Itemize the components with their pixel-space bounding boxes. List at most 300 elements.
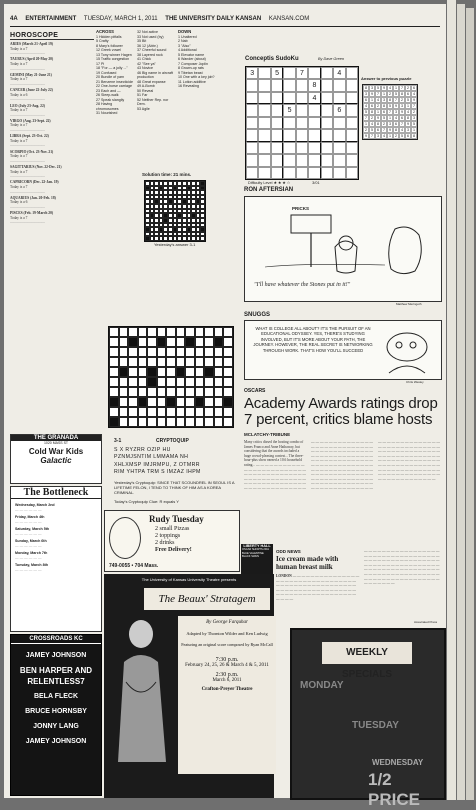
sudoku-cell[interactable]: 4: [308, 92, 320, 104]
grid-cell: [128, 357, 138, 367]
crossroads-act: BRUCE HORNSBY: [25, 708, 87, 715]
page-header: [10, 12, 440, 27]
across-clue: 12 Greek vowel: [96, 48, 121, 52]
answer-cell: 8: [401, 92, 403, 96]
across-list-b: [137, 30, 176, 111]
bottleneck-show-date: Monday, March 7th: [15, 551, 48, 555]
grid-cell: [157, 397, 167, 407]
odd-news-text: — — — — — — — — — — — — — — — — — — — — — — — — — — — — — — — — — — — — — — — — — — — — — — — — — — — — — — — — — — — — — — — — — — — — — — — — — — — — — — — — — — — — — — — — — — —: [276, 574, 360, 601]
answer-cell: 5: [371, 128, 373, 132]
paper-name: THE UNIVERSITY DAILY KANSAN: [165, 16, 262, 22]
sudoku-cell[interactable]: [308, 167, 320, 179]
answer-cell: 3: [401, 104, 403, 108]
answer-cell: 4: [413, 92, 415, 96]
sudoku-cell[interactable]: 5: [283, 104, 295, 116]
sudoku-cell[interactable]: 8: [308, 79, 320, 91]
sudoku-cell[interactable]: [296, 117, 308, 129]
sudoku-cell[interactable]: [308, 67, 320, 79]
across-clue: 5 Crafty: [96, 39, 109, 43]
grid-cell: [200, 236, 205, 241]
sudoku-cell[interactable]: [346, 117, 358, 129]
grid-cell: [128, 387, 138, 397]
play-time-2: 2:30 p.m.: [215, 672, 239, 678]
difficulty-label: Difficulty Level: [248, 181, 273, 185]
answer-cell: 8: [389, 98, 391, 102]
grid-cell: [214, 387, 224, 397]
grid-cell: [109, 337, 119, 347]
snuggs-panel: [244, 320, 442, 380]
across-clue: 46 Big name in aircraft production: [137, 70, 173, 79]
answer-cell: 2: [407, 86, 409, 90]
grid-cell: [138, 397, 148, 407]
sudoku-cell[interactable]: [321, 167, 333, 179]
sudoku-cell[interactable]: [258, 154, 270, 166]
rudys-logo: [109, 517, 141, 559]
horoscope-sign: [10, 180, 94, 194]
sudoku-cell[interactable]: [283, 117, 295, 129]
sudoku-cell[interactable]: 6: [333, 104, 345, 116]
grid-cell: [157, 407, 167, 417]
sign-text-lines: — — — — — — — — — —: [10, 143, 45, 148]
horoscope-sign: [10, 57, 94, 71]
sudoku-cell[interactable]: [271, 92, 283, 104]
sudoku-cell[interactable]: [321, 142, 333, 154]
grid-cell: [157, 387, 167, 397]
answer-date: 3-1: [189, 242, 196, 247]
sudoku-cell[interactable]: [296, 167, 308, 179]
answer-cell: 4: [383, 134, 385, 138]
sudoku-cell[interactable]: [346, 92, 358, 104]
answer-cell: 6: [383, 110, 385, 114]
sudoku-cell[interactable]: [321, 117, 333, 129]
sudoku-cell[interactable]: [296, 154, 308, 166]
yesterday-answer-label: [154, 242, 195, 247]
grid-cell: [128, 397, 138, 407]
grid-cell: [109, 347, 119, 357]
horoscope-sign: [10, 196, 94, 210]
sudoku-cell[interactable]: [283, 129, 295, 141]
weekly-specials-ad[interactable]: [290, 628, 446, 809]
bottleneck-show-lines: — — — — — —: [15, 520, 42, 524]
rudys-address: 704 Mass.: [134, 563, 159, 569]
sign-rating: Today is a 7: [10, 108, 28, 113]
answer-cell: 3: [407, 128, 409, 132]
comic-title: RON AFTERSIAN: [244, 187, 294, 193]
site-name: KANSAN.COM: [268, 16, 310, 22]
bottleneck-show-date: Tuesday, March 8th: [15, 563, 49, 567]
bottleneck-show-lines: — — — — — —: [15, 508, 42, 512]
down-clue: 10 One with a key job?: [178, 75, 215, 79]
answer-cell: 8: [395, 128, 397, 132]
answer-cell: 6: [365, 98, 367, 102]
sudoku-cell[interactable]: [333, 154, 345, 166]
play-time-1: 7:30 p.m.: [215, 657, 239, 663]
grid-cell: [128, 337, 138, 347]
rudys-title: Rudy Tuesday: [149, 514, 204, 524]
sudoku-cell[interactable]: [258, 117, 270, 129]
sudoku-cell[interactable]: [283, 154, 295, 166]
horoscope-sign: [10, 73, 94, 87]
grid-cell: [128, 327, 138, 337]
sudoku-cell[interactable]: [258, 67, 270, 79]
sudoku-cell[interactable]: [283, 92, 295, 104]
snuggs-title: SNUGGS: [244, 312, 271, 318]
grid-cell: [138, 367, 148, 377]
sudoku-cell[interactable]: [271, 142, 283, 154]
odd-news-text-cont: — — — — — — — — — — — — — — — — — — — — — — — — — — — — — — — — — — — — — — — — — — — — — — — — — — — — — — — — — — — — — — — — — — — — — — — — — — — — — — — — — — — — — — — — — — — — — — — — — — — — — — — — — — — — — — — — — — — — — — — — — — — — — —: [364, 549, 440, 586]
sign-rating: Today is a 7: [10, 77, 28, 82]
cryptoquip-date: 3-1: [114, 438, 122, 444]
sudoku-cell[interactable]: [321, 79, 333, 91]
sudoku-cell[interactable]: [271, 104, 283, 116]
answer-cell: 2: [377, 104, 379, 108]
sudoku-cell[interactable]: [321, 104, 333, 116]
sudoku-cell[interactable]: [246, 92, 258, 104]
sudoku-cell[interactable]: [346, 154, 358, 166]
sign-name: CANCER (June 22-July 22): [10, 88, 53, 93]
answer-cell: 5: [383, 116, 385, 120]
snuggs-credit: Chris Wesley: [406, 380, 424, 384]
article-body-text: Many critics dissed the hosting combo of James Franco and Anne Hathaway, but considering that the awards included a huge crowd-pleasing contest... The three-hour-plus show earned a 10.6 household rating...: [244, 440, 304, 467]
answer-cell: 9: [395, 104, 397, 108]
liberty-hall-ad[interactable]: [241, 544, 273, 574]
play-title: The Beaux' Stratagem: [144, 588, 270, 610]
sudoku-cell[interactable]: 4: [333, 67, 345, 79]
play-dates-1: February 24, 25, 26 & March 4 & 5, 2011: [185, 663, 269, 668]
grid-cell: [157, 327, 167, 337]
bottleneck-show-date: Saturday, March 5th: [15, 527, 50, 531]
answer-cell: 3: [365, 92, 367, 96]
sudoku-cell[interactable]: [308, 129, 320, 141]
sudoku-cell[interactable]: [258, 142, 270, 154]
sudoku-cell[interactable]: [346, 167, 358, 179]
sudoku-cell[interactable]: [246, 142, 258, 154]
grid-cell: [204, 357, 214, 367]
bottleneck-show-lines: — — — — — —: [15, 544, 42, 548]
solution-time: Solution time: 21 mins.: [142, 172, 192, 177]
sudoku-cell[interactable]: [321, 92, 333, 104]
sudoku-cell[interactable]: [333, 92, 345, 104]
across-clue: 43 Novice: [137, 66, 153, 70]
grid-cell: [138, 327, 148, 337]
grid-cell: [119, 347, 129, 357]
sudoku-cell[interactable]: [333, 79, 345, 91]
sudoku-cell[interactable]: [308, 117, 320, 129]
play-ad[interactable]: [104, 574, 274, 798]
sudoku-cell[interactable]: [271, 129, 283, 141]
down-clue: 4 Additional: [178, 48, 197, 52]
across-clue: 27 Speak slangily: [96, 97, 125, 102]
down-clue: 6 Wander (about): [178, 57, 206, 61]
paper-stack-edge: [457, 4, 465, 800]
specials-day-1: MONDAY: [300, 680, 344, 691]
answer-cell: 8: [407, 116, 409, 120]
bottleneck-show-lines: — — — — — —: [15, 532, 42, 536]
sudoku-cell[interactable]: [246, 129, 258, 141]
sudoku-cell[interactable]: [308, 154, 320, 166]
grid-cell: [223, 377, 233, 387]
sudoku-cell[interactable]: [321, 154, 333, 166]
sign-rating: Today is a 7: [10, 184, 28, 189]
across-clue: 41 Chick: [137, 57, 151, 61]
sudoku-cell[interactable]: [296, 129, 308, 141]
rudys-ad[interactable]: [104, 510, 240, 572]
answer-cell: 7: [395, 98, 397, 102]
grid-cell: [176, 397, 186, 407]
sudoku-cell[interactable]: [271, 117, 283, 129]
sudoku-difficulty: Difficulty Level ★★★☆ 3/01: [248, 181, 320, 185]
grid-cell: [147, 367, 157, 377]
sudoku-grid[interactable]: [245, 66, 359, 180]
grid-cell: [204, 397, 214, 407]
rudys-phone: 749-0055: [109, 563, 131, 569]
bottleneck-show-lines: — — — — — —: [15, 568, 42, 572]
sudoku-cell[interactable]: [271, 154, 283, 166]
odd-news-headline: Ice cream made with human breast milk: [276, 555, 339, 571]
sudoku-cell[interactable]: [258, 79, 270, 91]
grid-cell: [223, 387, 233, 397]
across-clues: [96, 30, 135, 116]
grid-cell: [147, 407, 157, 417]
play-dates-2: March 6, 2011: [212, 678, 242, 683]
grid-cell: [119, 377, 129, 387]
down-clue: 16 Revealing: [178, 84, 199, 88]
sudoku-cell[interactable]: [346, 129, 358, 141]
sudoku-cell[interactable]: [333, 167, 345, 179]
sudoku-cell[interactable]: [283, 167, 295, 179]
sign-text-lines: — — — — — — — — — —: [10, 97, 45, 102]
down-clue: 1 Unaltered: [178, 34, 197, 39]
rudys-deal-2: 2 toppings: [155, 533, 181, 539]
answer-cell: 6: [407, 92, 409, 96]
play-illustration: [108, 612, 174, 762]
across-clue: 53 Agile: [137, 106, 150, 111]
grid-cell: [109, 397, 119, 407]
sudoku-cell[interactable]: [296, 104, 308, 116]
horoscope-sign: [10, 134, 94, 148]
odd-news-body-cont: [364, 549, 442, 619]
sign-rating: Today is a 7: [10, 169, 28, 174]
across-clue: 23 Each and —: [96, 88, 121, 93]
sign-text-lines: — — — — — — — — — —: [10, 204, 45, 209]
answer-cell: 1: [413, 128, 415, 132]
grid-cell: [157, 417, 167, 427]
across-clue: 13 Tony winner Hagen: [96, 52, 132, 57]
answer-cell: 4: [365, 104, 367, 108]
sign-rating: Today is a 7: [10, 123, 28, 128]
sudoku-cell[interactable]: 7: [296, 67, 308, 79]
down-clue: 8 Grown-up rats: [178, 66, 204, 70]
sign-text-lines: — — — — — — — — — —: [10, 189, 45, 194]
sudoku-cell[interactable]: [246, 117, 258, 129]
answer-cell: 5: [377, 86, 379, 90]
grid-cell: [138, 377, 148, 387]
sudoku-cell[interactable]: [283, 142, 295, 154]
answer-cell: 1: [377, 110, 379, 114]
sudoku-cell[interactable]: [321, 67, 333, 79]
across-clue: 17 Pi: [96, 61, 105, 66]
sudoku-cell[interactable]: [258, 129, 270, 141]
answer-cell: 1: [365, 122, 367, 126]
granada-ad[interactable]: [10, 434, 102, 484]
sign-rating: Today is a 6: [10, 200, 28, 205]
across-clue: 33 Not used (by): [137, 34, 164, 39]
sign-name: LIBRA (Sept. 23-Oct. 22): [10, 134, 49, 139]
sudoku-title: Conceptis SudoKu: [245, 56, 299, 62]
sudoku-cell[interactable]: [271, 167, 283, 179]
sign-text-lines: — — — — — — — — — —: [10, 220, 45, 225]
sign-text-lines: — — — — — — — — — —: [10, 51, 45, 56]
grid-cell: [119, 357, 129, 367]
crossroads-ad[interactable]: [10, 634, 102, 796]
grid-cell: [138, 387, 148, 397]
bottleneck-ad[interactable]: [10, 486, 102, 632]
grid-cell: [204, 347, 214, 357]
sign-rating: Today is a 7: [10, 61, 28, 66]
grid-cell: [195, 417, 205, 427]
article-headline: Academy Awards ratings drop 7 percent, critics blame hosts: [244, 395, 438, 428]
answer-cell: 1: [395, 86, 397, 90]
across-clue: 8 Mary's follower: [96, 43, 123, 48]
grid-cell: [204, 367, 214, 377]
answer-cell: 7: [401, 122, 403, 126]
sudoku-cell[interactable]: [283, 79, 295, 91]
grid-cell: [166, 387, 176, 397]
play-presenter: The University of Kansas University Theatre presents: [141, 577, 237, 582]
sudoku-cell[interactable]: [283, 67, 295, 79]
down-list: [178, 30, 217, 89]
across-clue: 22 One-horse carriage: [96, 84, 132, 88]
sudoku-cell[interactable]: [346, 104, 358, 116]
bottleneck-shows: [11, 499, 101, 575]
grid-cell: [185, 337, 195, 347]
down-clue: 9 Tibetan beast: [178, 70, 203, 75]
sudoku-cell[interactable]: [308, 142, 320, 154]
grid-cell: [204, 327, 214, 337]
sudoku-cell[interactable]: [246, 79, 258, 91]
answer-cell: 7: [365, 116, 367, 120]
answer-cell: 7: [371, 134, 373, 138]
horoscope-sign: [10, 119, 94, 133]
sudoku-cell[interactable]: [246, 167, 258, 179]
grid-cell: [119, 327, 129, 337]
grid-cell: [185, 397, 195, 407]
across-clue: 50 Reveal: [137, 88, 154, 93]
sign-rating: Today is a 7: [10, 154, 28, 159]
sudoku-cell[interactable]: 3: [246, 67, 258, 79]
grid-cell: [223, 367, 233, 377]
page-number: 4A: [10, 16, 18, 22]
sudoku-cell[interactable]: [308, 104, 320, 116]
cryptoquip-clue: Today's Cryptoquip Clue: R equals Y: [114, 499, 179, 504]
grid-cell: [204, 377, 214, 387]
grid-cell: [157, 337, 167, 347]
crossroads-act: JAMEY JOHNSON: [25, 652, 87, 659]
sudoku-cell[interactable]: [346, 79, 358, 91]
grid-cell: [185, 357, 195, 367]
comic-caption: "I'll have whatever the Stones put in it!": [254, 282, 351, 288]
grid-cell: [223, 327, 233, 337]
grid-cell: [138, 357, 148, 367]
grid-cell: [214, 327, 224, 337]
crossword-grid[interactable]: [108, 326, 234, 428]
answer-cell: 2: [365, 128, 367, 132]
across-clue: 38 Layered rock: [137, 52, 163, 57]
rudys-deals: [155, 526, 192, 554]
across-clue: 1 Hidden pitfalls: [96, 34, 122, 39]
grid-cell: [214, 407, 224, 417]
sudoku-cell[interactable]: [296, 79, 308, 91]
sudoku-cell[interactable]: [333, 117, 345, 129]
answer-cell: 4: [389, 86, 391, 90]
section-name: ENTERTAINMENT: [25, 16, 77, 22]
bottleneck-show-date: Sunday, March 6th: [15, 539, 47, 543]
grid-cell: [195, 377, 205, 387]
play-author: By George Farquhar: [206, 620, 248, 625]
grid-cell: [204, 407, 214, 417]
answer-cell: 9: [383, 86, 385, 90]
answer-cell: 8: [413, 134, 415, 138]
sudoku-cell[interactable]: [246, 154, 258, 166]
sudoku-cell[interactable]: [258, 167, 270, 179]
sudoku-cell[interactable]: [258, 104, 270, 116]
crossroads-act: BEN HARPER AND RELENTLESS7: [19, 666, 93, 686]
grid-cell: [157, 367, 167, 377]
sudoku-cell[interactable]: [296, 142, 308, 154]
sign-text-lines: — — — — — — — — — —: [10, 66, 45, 71]
grid-cell: [195, 397, 205, 407]
grid-cell: [147, 327, 157, 337]
sudoku-cell[interactable]: [321, 129, 333, 141]
sudoku-cell[interactable]: [333, 129, 345, 141]
grid-cell: [176, 327, 186, 337]
liberty-name: LIBERTY HALL: [243, 544, 271, 548]
grid-cell: [176, 337, 186, 347]
crossroads-act: JAMEY JOHNSON: [25, 738, 87, 745]
answer-cell: 7: [413, 104, 415, 108]
answer-cell: 5: [401, 134, 403, 138]
sudoku-cell[interactable]: [246, 104, 258, 116]
liberty-film: BLUE VALENTINE: [242, 551, 264, 555]
grid-cell: [223, 347, 233, 357]
grid-cell: [147, 337, 157, 347]
answer-cell: 9: [377, 116, 379, 120]
answer-cell: 5: [407, 98, 409, 102]
across-list-a: [96, 35, 135, 116]
across-clue: 36 12 (Abbr.): [137, 43, 158, 48]
across-clue: 19 Confused: [96, 70, 117, 75]
sudoku-cell[interactable]: [333, 142, 345, 154]
grid-cell: [204, 417, 214, 427]
odd-news-credit: Associated Press: [414, 620, 438, 624]
horoscope-sign: [10, 150, 94, 164]
sudoku-cell[interactable]: [346, 142, 358, 154]
sudoku-cell[interactable]: [271, 79, 283, 91]
grid-cell: [195, 407, 205, 417]
sudoku-cell[interactable]: [258, 92, 270, 104]
comic-sign: PRICKS: [292, 206, 310, 211]
answer-cell: 3: [389, 122, 391, 126]
newspaper-page: [4, 4, 446, 809]
sudoku-cell[interactable]: 5: [271, 67, 283, 79]
grid-cell: [223, 357, 233, 367]
sudoku-cell[interactable]: [346, 67, 358, 79]
answer-cell: 7: [383, 128, 385, 132]
grid-cell: [109, 387, 119, 397]
sudoku-cell[interactable]: [296, 92, 308, 104]
grid-cell: [138, 347, 148, 357]
answer-cell: 4: [371, 122, 373, 126]
